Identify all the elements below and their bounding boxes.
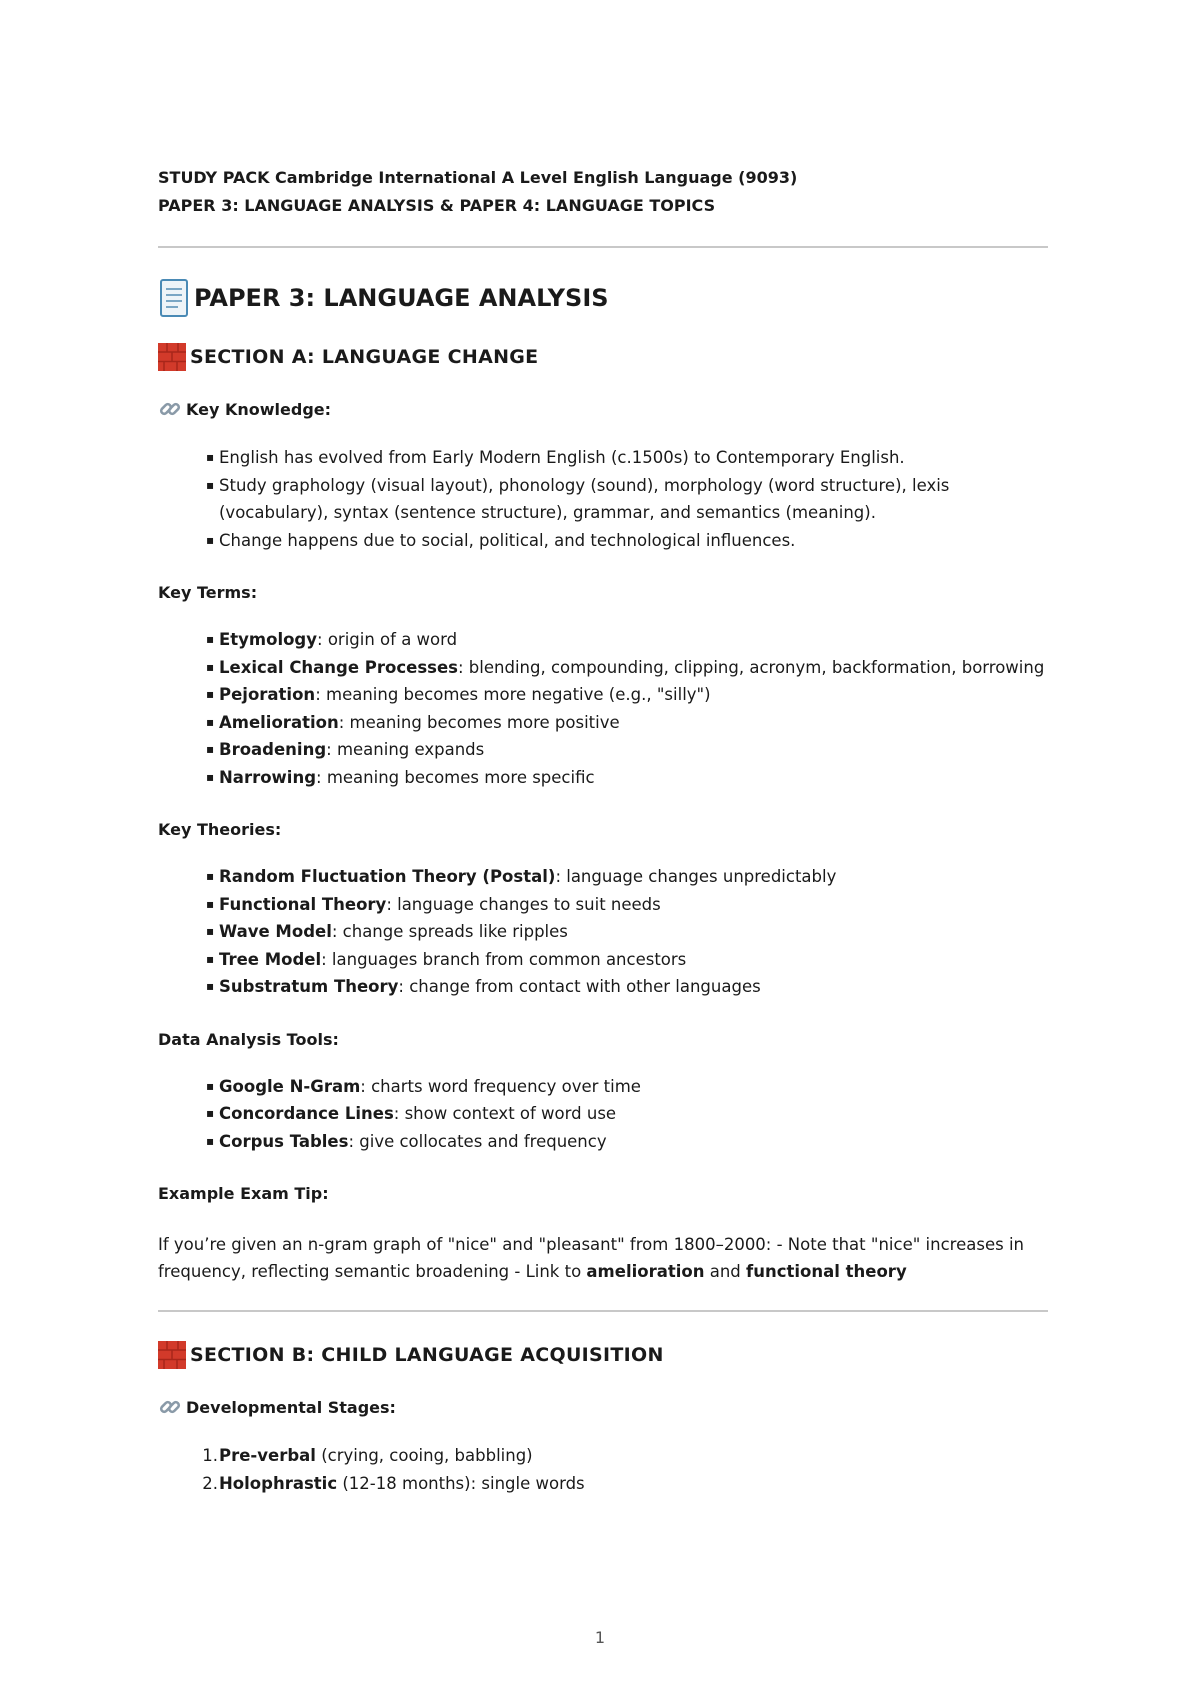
list-item [158, 891, 1048, 919]
definition: : meaning becomes more specific [316, 767, 595, 787]
term: Wave Model [219, 922, 332, 941]
data-tools-list [158, 1073, 1048, 1156]
exam-tip-paragraph [158, 1231, 1048, 1285]
exam-tip-text: If you’re given an n-gram graph of "nice" and "pleasant" from 1800–2000: - Note that "nice" increases in frequency, reflecting semantic broadening - Link to [158, 1235, 1024, 1281]
key-terms-list [158, 626, 1048, 791]
term: Holophrastic [219, 1473, 338, 1493]
definition: : meaning becomes more positive [338, 712, 620, 732]
key-knowledge-list [158, 444, 1048, 554]
term: Google N-Gram [219, 1076, 361, 1096]
list-item [158, 973, 1048, 1001]
definition: : meaning becomes more negative (e.g., "silly") [315, 685, 711, 704]
section-b-title: SECTION B: CHILD LANGUAGE ACQUISITION [190, 1344, 664, 1366]
exam-tip-heading: Example Exam Tip: [158, 1184, 329, 1203]
term: Functional Theory [219, 894, 387, 914]
term: Corpus Tables [219, 1131, 349, 1151]
list-number: 2. [202, 1473, 218, 1493]
term: Random Fluctuation Theory (Postal) [219, 867, 556, 886]
list-item [158, 764, 1048, 792]
exam-tip-bold-term: functional theory [746, 1262, 907, 1281]
term: Amelioration [219, 712, 339, 732]
developmental-stages-label: Developmental Stages: [186, 1397, 396, 1417]
list-item [158, 1442, 1048, 1470]
page-facing-up-icon [158, 278, 190, 318]
definition: : show context of word use [393, 1104, 617, 1123]
term: Pre-verbal [219, 1446, 316, 1465]
developmental-stages-list [158, 1442, 1048, 1497]
definition: : language changes to suit needs [386, 894, 661, 914]
section-a-title: SECTION A: LANGUAGE CHANGE [190, 346, 539, 368]
doc-title-line-2: PAPER 3: LANGUAGE ANALYSIS & PAPER 4: LANGUAGE TOPICS [158, 196, 716, 215]
link-icon [158, 1395, 182, 1419]
link-icon [158, 397, 182, 421]
definition: : give collocates and frequency [348, 1131, 607, 1151]
divider [158, 1310, 1048, 1312]
term: Pejoration [219, 685, 316, 704]
list-item [158, 1073, 1048, 1101]
definition: (12-18 months): single words [337, 1473, 585, 1493]
list-item [158, 1100, 1048, 1128]
term: Lexical Change Processes [219, 657, 458, 677]
list-item: ▪ Study graphology (visual layout), phonology (sound), morphology (word structure), lexis (vocabulary), syntax (sentence structure), grammar, and semantics (meaning). [158, 472, 1048, 527]
list-item [158, 654, 1048, 682]
definition: : languages branch from common ancestors [321, 949, 687, 969]
definition: : change from contact with other languages [398, 977, 761, 996]
key-theories-heading: Key Theories: [158, 820, 282, 839]
section-b-heading [158, 1338, 1048, 1372]
definition: : charts word frequency over time [360, 1076, 641, 1096]
term: Tree Model [219, 949, 322, 969]
developmental-stages-heading [158, 1392, 1048, 1422]
key-terms-heading: Key Terms: [158, 583, 258, 602]
list-item [158, 918, 1048, 946]
list-item [158, 681, 1048, 709]
list-item [158, 736, 1048, 764]
key-knowledge-label: Key Knowledge: [186, 399, 332, 419]
list-number: 1. [202, 1446, 218, 1465]
section-a-heading [158, 340, 1048, 374]
definition: : origin of a word [317, 630, 458, 649]
list-item [158, 946, 1048, 974]
red-brick-icon [158, 343, 186, 371]
list-item: ▪ English has evolved from Early Modern English (c.1500s) to Contemporary English. [158, 444, 1048, 472]
page-content [158, 164, 1048, 1497]
paper-3-title: PAPER 3: LANGUAGE ANALYSIS [194, 284, 609, 312]
exam-tip-bold-term: amelioration [586, 1262, 705, 1281]
definition: : meaning expands [326, 740, 485, 759]
list-item [158, 1128, 1048, 1156]
term: Substratum Theory [219, 977, 399, 996]
red-brick-icon [158, 1341, 186, 1369]
list-item [158, 1470, 1048, 1498]
doc-title-line-1: STUDY PACK Cambridge International A Level English Language (9093) [158, 168, 798, 187]
term: Broadening [219, 740, 327, 759]
definition: : blending, compounding, clipping, acronym, backformation, borrowing [458, 657, 1045, 677]
term: Narrowing [219, 767, 317, 787]
definition: : change spreads like ripples [331, 922, 568, 941]
list-item [158, 863, 1048, 891]
divider [158, 246, 1048, 248]
page-number: 1 [594, 1628, 606, 1647]
list-item: ▪ Change happens due to social, political, and technological influences. [158, 527, 1048, 555]
definition: (crying, cooing, babbling) [315, 1446, 533, 1465]
exam-tip-text: and [704, 1262, 747, 1281]
term: Etymology [219, 630, 318, 649]
data-tools-heading: Data Analysis Tools: [158, 1029, 339, 1049]
definition: : language changes unpredictably [555, 867, 837, 886]
list-item [158, 626, 1048, 654]
key-knowledge-heading [158, 394, 1048, 424]
paper-3-heading [158, 276, 1048, 320]
list-item [158, 709, 1048, 737]
term: Concordance Lines [219, 1104, 394, 1123]
key-theories-list [158, 863, 1048, 1001]
